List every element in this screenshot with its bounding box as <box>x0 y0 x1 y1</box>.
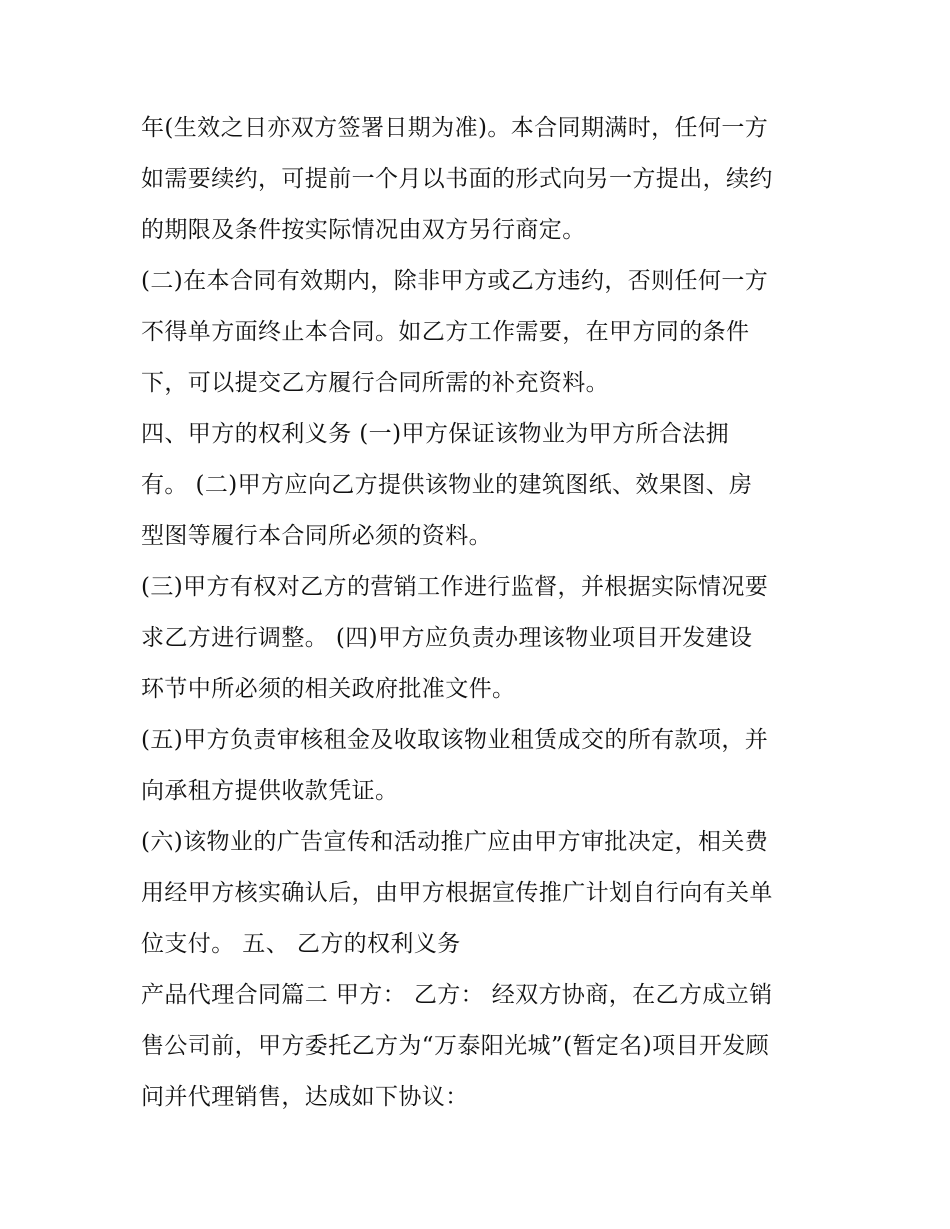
text-line: (三)甲方有权对乙方的营销工作进行监督，并根据实际情况要 <box>141 574 769 600</box>
text-line: (二)在本合同有效期内，除非甲方或乙方违约，否则任何一方 <box>141 268 769 294</box>
text-line: 的期限及条件按实际情况由双方另行商定。 <box>141 217 586 243</box>
text-line: 不得单方面终止本合同。如乙方工作需要，在甲方同的条件 <box>141 319 750 345</box>
text-line: 如需要续约，可提前一个月以书面的形式向另一方提出，续约 <box>141 166 773 192</box>
text-line: 下，可以提交乙方履行合同所需的补充资料。 <box>141 370 609 396</box>
text-line: 用经甲方核实确认后，由甲方根据宣传推广计划自行向有关单 <box>141 880 773 906</box>
text-line: 位支付。 五、 乙方的权利义务 <box>141 931 461 957</box>
text-line: (六)该物业的广告宣传和活动推广应由甲方审批决定，相关费 <box>141 829 769 855</box>
text-line: 求乙方进行调整。 (四)甲方应负责办理该物业项目开发建设 <box>141 625 753 651</box>
text-line: (五)甲方负责审核租金及收取该物业租赁成交的所有款项，并 <box>141 727 769 753</box>
text-line: 型图等履行本合同所必须的资料。 <box>141 523 492 549</box>
text-line: 环节中所必须的相关政府批准文件。 <box>141 676 516 702</box>
document-body <box>141 103 821 1123</box>
text-line: 年(生效之日亦双方签署日期为准)。本合同期满时，任何一方 <box>141 115 769 141</box>
text-line: 售公司前，甲方委托乙方为“万泰阳光城”(暂定名)项目开发顾 <box>141 1033 770 1059</box>
text-line: 有。 (二)甲方应向乙方提供该物业的建筑图纸、效果图、房 <box>141 472 753 498</box>
text-line: 向承租方提供收款凭证。 <box>141 778 399 804</box>
text-line: 四、甲方的权利义务 (一)甲方保证该物业为甲方所合法拥 <box>141 421 730 447</box>
text-line: 问并代理销售，达成如下协议： <box>141 1084 469 1110</box>
text-line: 产品代理合同篇二 甲方： 乙方： 经双方协商，在乙方成立销 <box>141 982 773 1008</box>
